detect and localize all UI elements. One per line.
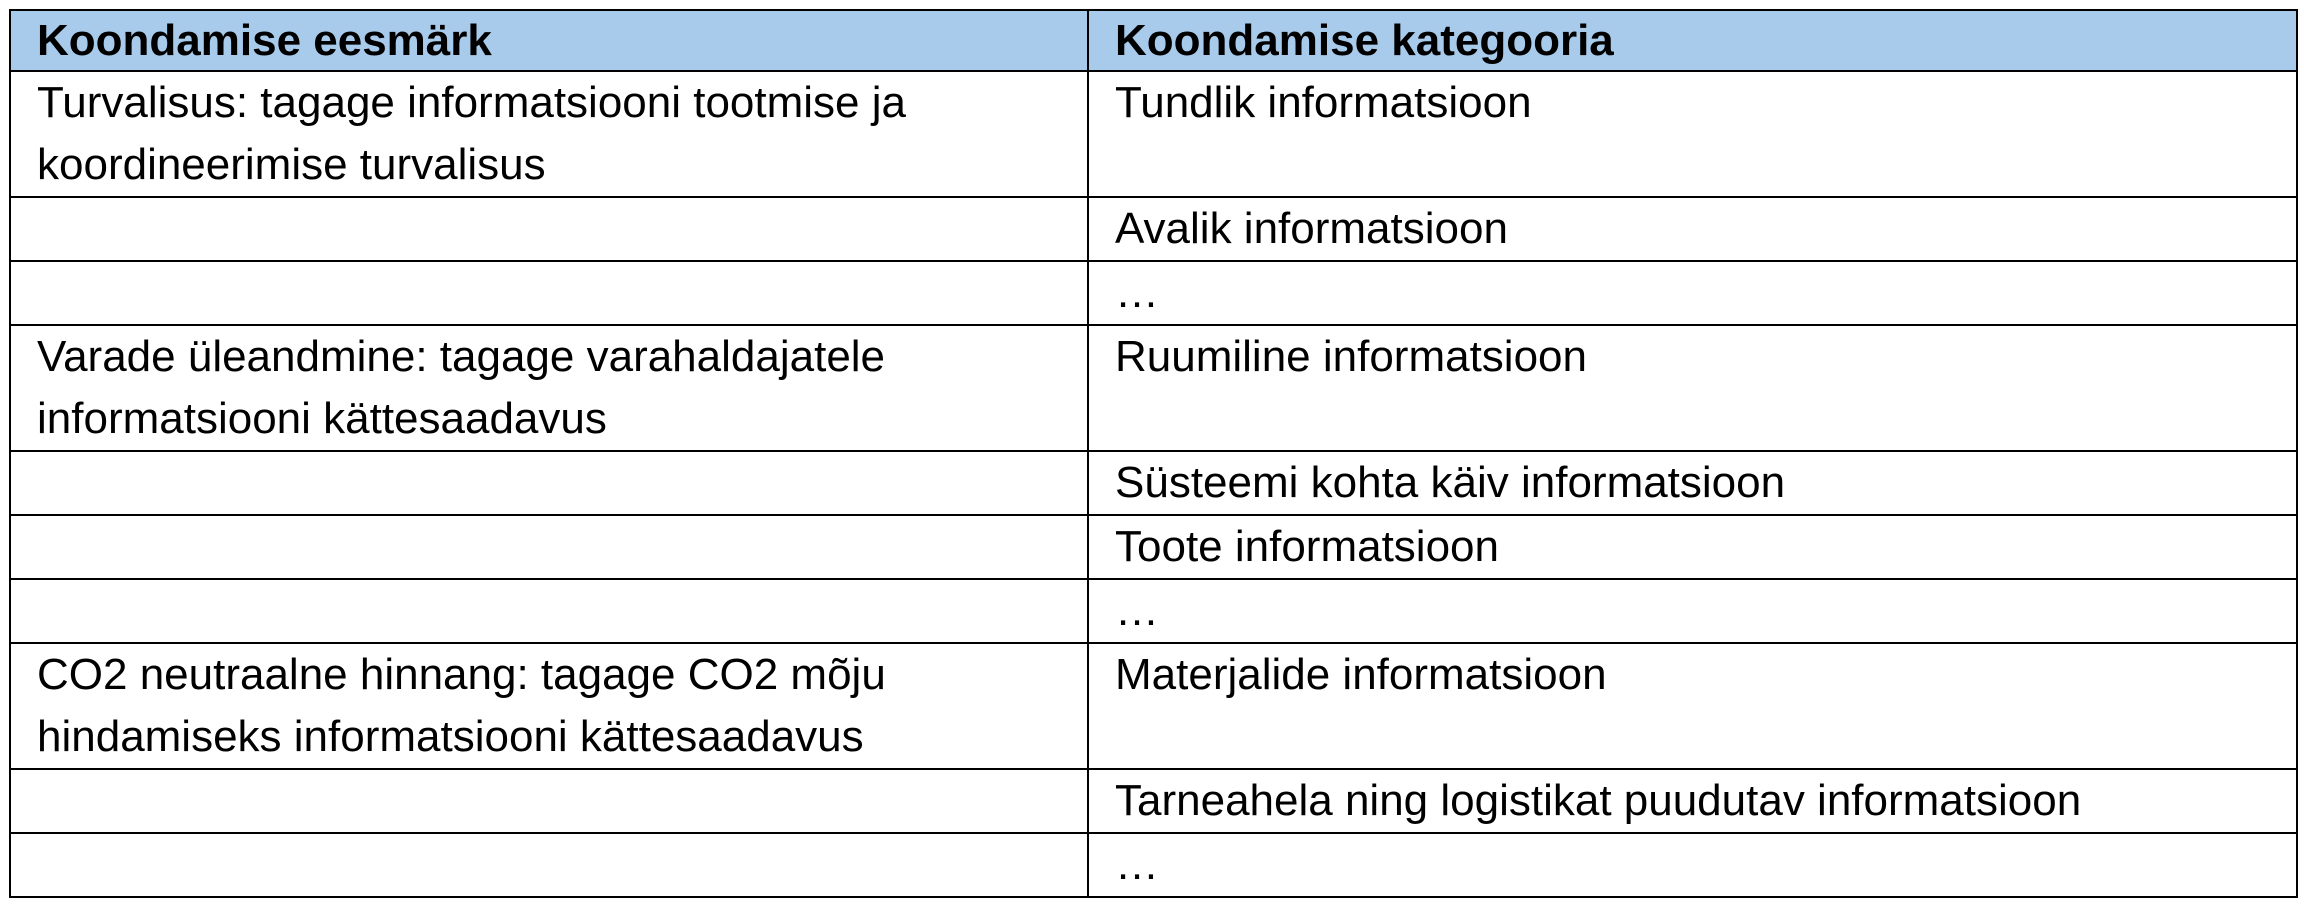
table-row (10, 325, 2297, 451)
category-cell: … (1088, 579, 2297, 643)
header-purpose: Koondamise eesmärk (10, 10, 1088, 71)
purpose-cell: Turvalisus: tagage informatsiooni tootmise ja koordineerimise turvalisus (10, 71, 1088, 197)
table-row (10, 769, 2297, 833)
table-row (10, 197, 2297, 261)
aggregation-table (9, 9, 2298, 898)
category-cell: Toote informatsioon (1088, 515, 2297, 579)
category-cell: … (1088, 833, 2297, 897)
category-cell: Materjalide informatsioon (1088, 643, 2297, 769)
header-category: Koondamise kategooria (1088, 10, 2297, 71)
table-row (10, 643, 2297, 769)
purpose-cell (10, 769, 1088, 833)
category-cell: Avalik informatsioon (1088, 197, 2297, 261)
table-row (10, 515, 2297, 579)
purpose-cell: Varade üleandmine: tagage varahaldajatele informatsiooni kättesaadavus (10, 325, 1088, 451)
table-row (10, 833, 2297, 897)
purpose-cell: CO2 neutraalne hinnang: tagage CO2 mõju hindamiseks informatsiooni kättesaadavus (10, 643, 1088, 769)
category-cell: Ruumiline informatsioon (1088, 325, 2297, 451)
purpose-cell (10, 579, 1088, 643)
table-row (10, 451, 2297, 515)
category-cell: Tundlik informatsioon (1088, 71, 2297, 197)
header-row (10, 10, 2297, 71)
category-cell: … (1088, 261, 2297, 325)
purpose-cell (10, 197, 1088, 261)
purpose-cell (10, 261, 1088, 325)
purpose-cell (10, 515, 1088, 579)
category-cell: Süsteemi kohta käiv informatsioon (1088, 451, 2297, 515)
table-row (10, 579, 2297, 643)
category-cell: Tarneahela ning logistikat puudutav informatsioon (1088, 769, 2297, 833)
table-row (10, 261, 2297, 325)
purpose-cell (10, 451, 1088, 515)
table-row (10, 71, 2297, 197)
purpose-cell (10, 833, 1088, 897)
